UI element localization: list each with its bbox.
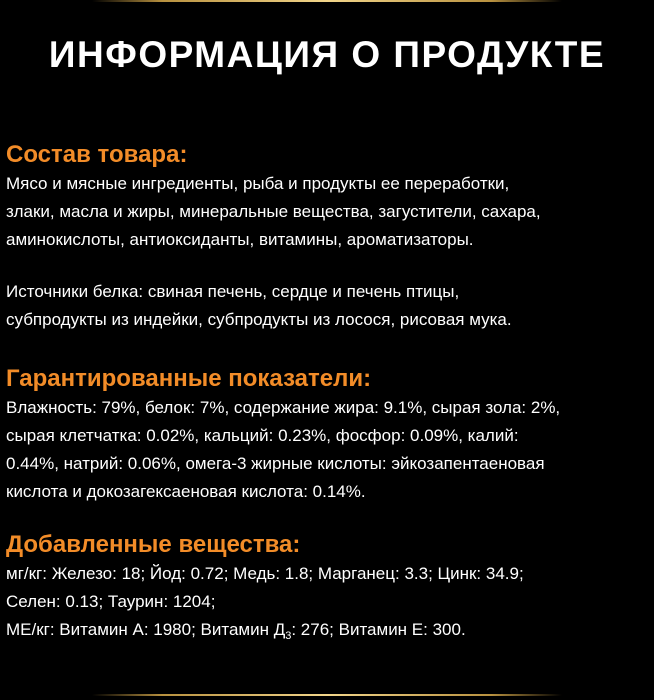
protein-sources-section: [6, 278, 650, 334]
composition-heading: Состав товара:: [6, 141, 188, 168]
guaranteed-analysis-section: [6, 364, 650, 506]
additives-section: [6, 530, 650, 644]
composition-text: [6, 170, 650, 254]
guaranteed-analysis-line: сырая клетчатка: 0.02%, кальций: 0.23%, фосфор: 0.09%, калий:: [6, 426, 519, 445]
guaranteed-analysis-text: [6, 394, 650, 506]
vitamins-text-end: : 276; Витамин Е: 300.: [291, 620, 466, 639]
top-gold-divider: [92, 0, 562, 2]
protein-sources-text: [6, 278, 650, 334]
bottom-gold-divider: [92, 694, 562, 696]
guaranteed-analysis-heading: Гарантированные показатели:: [6, 365, 372, 392]
guaranteed-analysis-line: 0.44%, натрий: 0.06%, омега-3 жирные кислоты: эйкозапентаеновая: [6, 454, 545, 473]
additives-line-vitamins: [6, 616, 650, 644]
guaranteed-analysis-line: кислота и докозагексаеновая кислота: 0.14%.: [6, 482, 366, 501]
composition-line: злаки, масла и жиры, минеральные вещества, загустители, сахара,: [6, 202, 541, 221]
composition-section: [6, 140, 650, 254]
additives-heading: Добавленные вещества:: [6, 531, 301, 558]
protein-sources-line: субпродукты из индейки, субпродукты из лосося, рисовая мука.: [6, 310, 512, 329]
composition-line: Мясо и мясные ингредиенты, рыба и продукты ее переработки,: [6, 174, 510, 193]
additives-line: Селен: 0.13; Таурин: 1204;: [6, 592, 216, 611]
vitamins-text-start: МЕ/кг: Витамин А: 1980; Витамин Д: [6, 620, 286, 639]
page-title: ИНФОРМАЦИЯ О ПРОДУКТЕ: [48, 34, 606, 75]
additives-line: мг/кг: Железо: 18; Йод: 0.72; Медь: 1.8; Марганец: 3.3; Цинк: 34.9;: [6, 564, 524, 583]
additives-text: [6, 560, 650, 644]
vitamin-d-subscript: 3: [285, 630, 292, 642]
composition-line: аминокислоты, антиоксиданты, витамины, ароматизаторы.: [6, 230, 474, 249]
guaranteed-analysis-line: Влажность: 79%, белок: 7%, содержание жира: 9.1%, сырая зола: 2%,: [6, 398, 561, 417]
protein-sources-line: Источники белка: свиная печень, сердце и печень птицы,: [6, 282, 460, 301]
